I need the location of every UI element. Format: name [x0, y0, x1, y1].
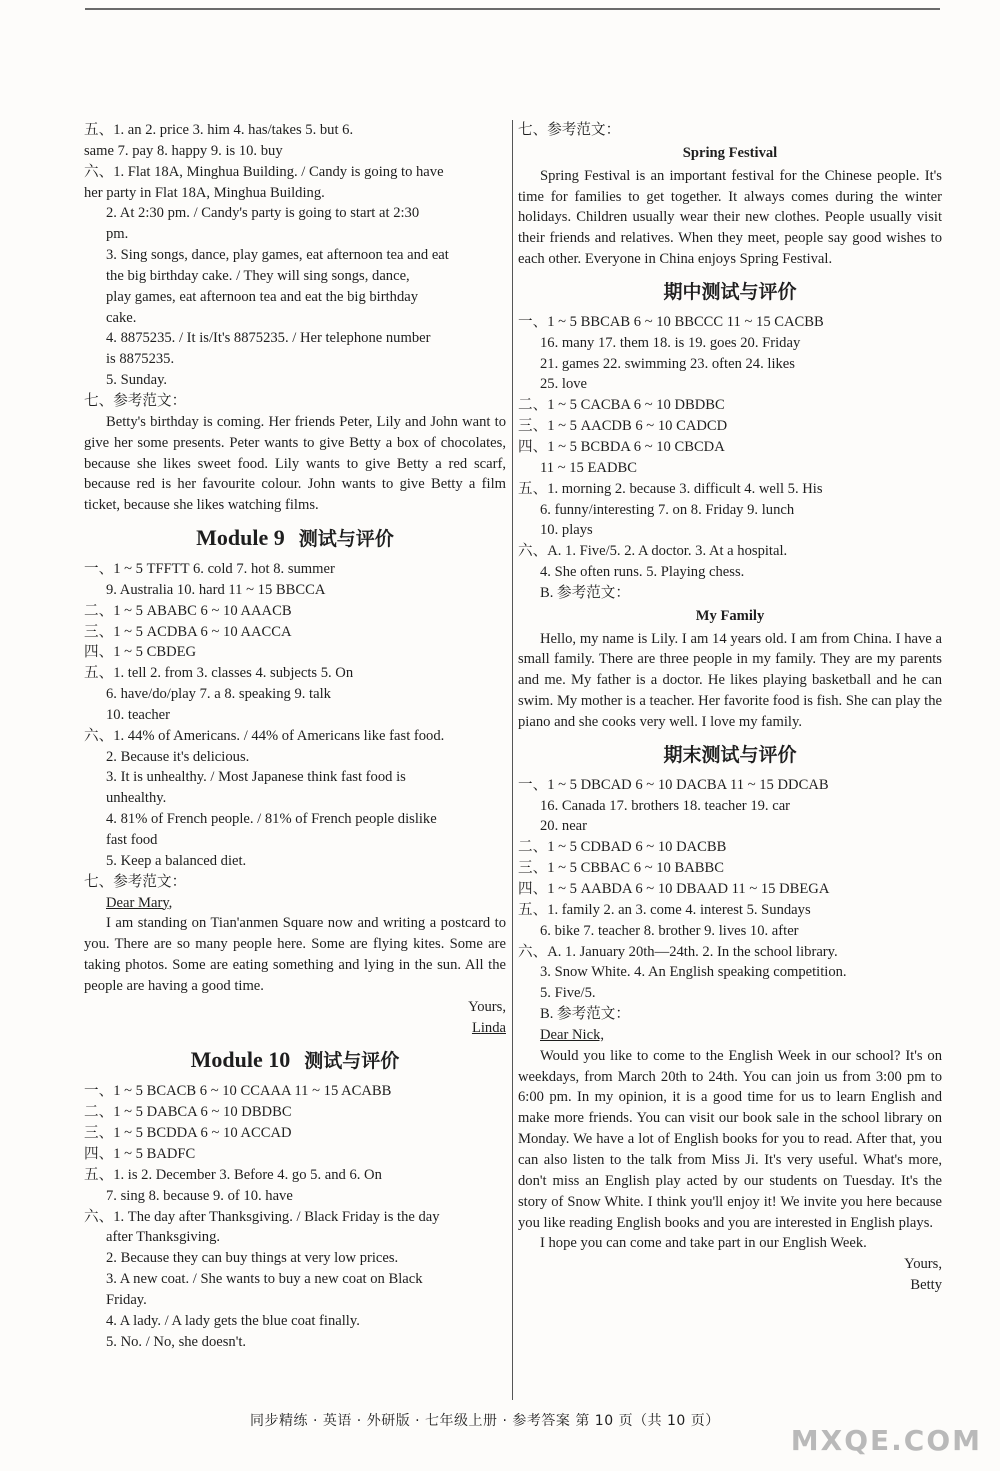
essay-title: Spring Festival — [682, 144, 778, 161]
answer-line: Friday. — [106, 1291, 147, 1308]
answer-line: Dear Nick, — [540, 1026, 605, 1043]
essay-paragraph: Spring Festival is an important festival for the Chinese people. It's time for families to get together. It always comes during the winter holidays. Children usually wear their new clothes. People usually visit their friends and relatives. When they meet, people say good wishes to each other. Everyone in China enjoys Spring Festival. — [518, 167, 942, 268]
answer-line: 10. plays — [540, 522, 593, 539]
section-heading — [84, 522, 506, 555]
answer-line: 7. sing 8. because 9. of 10. have — [106, 1187, 293, 1204]
answer-line: 二、1 ~ 5 CDBAD 6 ~ 10 DACBB — [518, 839, 727, 856]
answer-line: 16. many 17. them 18. is 19. goes 20. Friday — [540, 334, 801, 351]
section-heading-text: 测试与评价 — [304, 1050, 400, 1073]
section-heading — [518, 739, 942, 771]
answer-line: 6. bike 7. teacher 8. brother 9. lives 10. after — [540, 922, 799, 939]
answer-line: 三、1 ~ 5 CBBAC 6 ~ 10 BABBC — [518, 860, 724, 877]
answer-line: 4. 8875235. / It is/It's 8875235. / Her telephone number — [106, 330, 431, 347]
answer-line: 七、参考范文： — [518, 122, 621, 138]
answer-line: 二、1 ~ 5 DABCA 6 ~ 10 DBDBC — [84, 1104, 292, 1121]
answer-line: 三、1 ~ 5 ACDBA 6 ~ 10 AACCA — [84, 623, 292, 640]
answer-line: 五、1. an 2. price 3. him 4. has/takes 5. but 6. — [84, 122, 354, 138]
left-column — [84, 120, 506, 1352]
answer-line: 五、1. is 2. December 3. Before 4. go 5. and 6. On — [84, 1166, 382, 1183]
answer-line: 10. teacher — [106, 706, 171, 723]
answer-line: 六、1. 44% of Americans. / 44% of Americans like fast food. — [84, 727, 445, 744]
answer-line: 5. No. / No, she doesn't. — [106, 1333, 247, 1350]
answer-line: the big birthday cake. / They will sing songs, dance, — [106, 267, 410, 284]
answer-line: 一、1 ~ 5 BCACB 6 ~ 10 CCAAA 11 ~ 15 ACABB — [84, 1083, 392, 1100]
answer-line: 3. It is unhealthy. / Most Japanese think fast food is — [106, 769, 406, 786]
letter-signature — [84, 997, 506, 1018]
answer-line: 二、1 ~ 5 ABABC 6 ~ 10 AAACB — [84, 602, 292, 619]
answer-line: 6. have/do/play 7. a 8. speaking 9. talk — [106, 686, 331, 703]
answer-line: 一、1 ~ 5 BBCAB 6 ~ 10 BBCCC 11 ~ 15 CACBB — [518, 313, 824, 330]
answer-line: 四、1 ~ 5 BCBDA 6 ~ 10 CBCDA — [518, 438, 725, 455]
section-heading-module: Module 10 — [190, 1047, 291, 1073]
section-heading — [84, 1044, 506, 1077]
answer-line: 5. Keep a balanced diet. — [106, 852, 247, 869]
answer-line: 21. games 22. swimming 23. often 24. likes — [540, 355, 795, 372]
answer-line: 六、1. Flat 18A, Minghua Building. / Candy is going to have — [84, 163, 444, 180]
answer-line: 4. 81% of French people. / 81% of French people dislike — [106, 811, 437, 828]
answer-line: is 8875235. — [106, 351, 175, 368]
answer-line: 2. Because it's delicious. — [106, 748, 250, 765]
answer-line: 七、参考范文： — [84, 873, 187, 890]
answer-line: 5. Five/5. — [540, 985, 596, 1002]
answer-line: 4. She often runs. 5. Playing chess. — [540, 564, 745, 581]
section-heading-text: 期中测试与评价 — [663, 280, 797, 303]
answer-line: 四、1 ~ 5 CBDEG — [84, 644, 197, 661]
answer-line: pm. — [106, 226, 129, 243]
answer-line: 3. Snow White. 4. An English speaking competition. — [540, 964, 847, 981]
answer-line: B. 参考范文： — [540, 1006, 630, 1023]
answer-line: 一、1 ~ 5 TFFTT 6. cold 7. hot 8. summer — [84, 561, 335, 578]
top-rule — [85, 8, 940, 10]
answer-line: 2. At 2:30 pm. / Candy's party is going to start at 2:30 — [106, 205, 420, 222]
signature-text: Linda — [471, 1019, 506, 1036]
answer-line: 9. Australia 10. hard 11 ~ 15 BBCCA — [106, 581, 326, 598]
answer-line: 三、1 ~ 5 BCDDA 6 ~ 10 ACCAD — [84, 1125, 292, 1142]
letter-signature — [84, 1018, 506, 1039]
answer-line: 六、A. 1. January 20th—24th. 2. In the school library. — [518, 943, 838, 960]
answer-line: unhealthy. — [106, 790, 167, 807]
signature-text: Yours, — [468, 998, 506, 1015]
essay-paragraph: I am standing on Tian'anmen Square now and writing a postcard to you. There are so many people here. Some are flying kites. Some are taking photos. Some are eating something and lying in the sun. All the people are having a good time. — [84, 915, 506, 994]
answer-line: B. 参考范文： — [540, 584, 630, 601]
answer-line: 11 ~ 15 EADBC — [540, 459, 637, 476]
essay-paragraph: Would you like to come to the English Week in our school? It's on weekdays, from March 20th to 24th. You can join us from 3:00 pm to 6:00 pm. In my opinion, it is a good time for us to learn English and make more friends. You can visit our book sale in the school library on Monday. We have a lot of English books for you to read. After that, you can also listen to the talk from Miss Ji. It's very useful. What's more, don't miss an English play acted by our students on Tuesday. It's the story of Snow White. I think you'll enjoy it! We invite you here because you like reading English books and you are interested in English plays. — [518, 1047, 942, 1231]
answer-line: 四、1 ~ 5 AABDA 6 ~ 10 DBAAD 11 ~ 15 DBEGA — [518, 881, 830, 897]
section-heading-text: 期末测试与评价 — [663, 743, 797, 766]
answer-line: 5. Sunday. — [106, 372, 168, 389]
answer-line: 六、A. 1. Five/5. 2. A doctor. 3. At a hospital. — [518, 543, 788, 560]
answer-line: 六、1. The day after Thanksgiving. / Black Friday is the day — [84, 1208, 440, 1225]
answer-line: 6. funny/interesting 7. on 8. Friday 9. lunch — [540, 501, 795, 518]
answer-line: 五、1. morning 2. because 3. difficult 4. well 5. His — [518, 480, 823, 497]
column-divider — [512, 120, 513, 1400]
right-column — [518, 120, 942, 1296]
answer-line: 4. A lady. / A lady gets the blue coat finally. — [106, 1312, 360, 1329]
answer-line: 16. Canada 17. brothers 18. teacher 19. car — [540, 797, 791, 814]
answer-line: Dear Mary, — [106, 894, 173, 911]
site-watermark: MXQE.COM — [790, 1424, 982, 1457]
section-heading-module: Module 9 — [196, 525, 285, 551]
answer-line: 三、1 ~ 5 AACDB 6 ~ 10 CADCD — [518, 418, 728, 435]
answer-line: 五、1. family 2. an 3. come 4. interest 5. Sundays — [518, 901, 811, 918]
answer-line: 四、1 ~ 5 BADFC — [84, 1145, 196, 1162]
answer-line: 20. near — [540, 818, 588, 835]
answer-line: her party in Flat 18A, Minghua Building. — [84, 184, 325, 201]
section-heading-text: 测试与评价 — [298, 528, 394, 551]
essay-paragraph: I hope you can come and take part in our English Week. — [540, 1235, 867, 1252]
answer-line: 3. A new coat. / She wants to buy a new coat on Black — [106, 1271, 423, 1288]
signature-text: Yours, — [904, 1256, 942, 1273]
answer-line: 二、1 ~ 5 CACBA 6 ~ 10 DBDBC — [518, 397, 725, 414]
answer-line: 25. love — [540, 376, 588, 393]
section-heading — [518, 276, 942, 308]
answer-line: 七、参考范文： — [84, 392, 187, 409]
letter-signature — [518, 1254, 942, 1275]
answer-line: play games, eat afternoon tea and eat the big birthday — [106, 288, 419, 305]
essay-title: My Family — [695, 607, 765, 624]
answer-line: 3. Sing songs, dance, play games, eat afternoon tea and eat — [106, 247, 449, 264]
answer-line: after Thanksgiving. — [106, 1229, 221, 1246]
answer-line: fast food — [106, 832, 158, 848]
answer-line: cake. — [106, 309, 137, 326]
letter-signature — [518, 1275, 942, 1296]
answer-line: 一、1 ~ 5 DBCAD 6 ~ 10 DACBA 11 ~ 15 DDCAB — [518, 776, 829, 793]
answer-line: 2. Because they can buy things at very low prices. — [106, 1250, 399, 1267]
essay-paragraph: Betty's birthday is coming. Her friends Peter, Lily and John want to give her some presents. Peter wants to give Betty a box of chocolates, because she likes sweet food. Lily wants to give Betty a red scarf, because red is her favourite colour. John wants to give Betty a film ticket, because she likes watching films. — [84, 413, 506, 514]
page-footer: 同步精练 · 英语 · 外研版 · 七年级上册 · 参考答案 第 10 页（共 10 页） — [250, 1413, 720, 1429]
answer-line: same 7. pay 8. happy 9. is 10. buy — [84, 142, 283, 159]
essay-paragraph: Hello, my name is Lily. I am 14 years old. I am from China. I have a small family. There are three people in my family. They are my parents and me. My father is a doctor. He likes playing basketball and he can swim. My mother is a teacher. Her favorite food is fish. She can play the piano and she cooks very well. I love my family. — [518, 630, 942, 730]
signature-text: Betty — [910, 1277, 942, 1294]
answer-line: 五、1. tell 2. from 3. classes 4. subjects 5. On — [84, 665, 354, 682]
